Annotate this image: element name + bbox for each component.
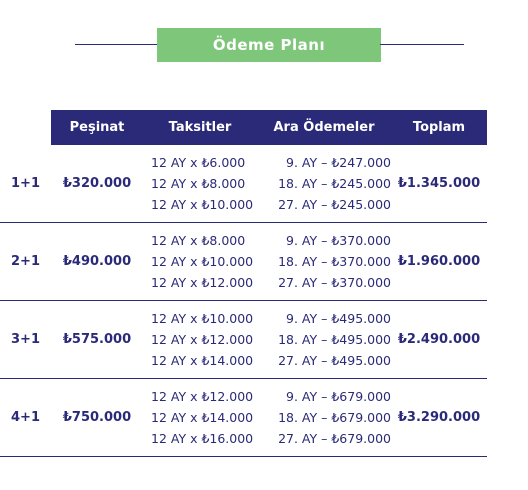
table-header (51, 110, 487, 145)
table-row (0, 145, 487, 223)
down-payment-value: ₺575.000 (62, 332, 132, 347)
plan-type: 1+1 (11, 176, 40, 191)
table-row (0, 301, 487, 379)
interim-payments-list (257, 301, 391, 378)
header-interim-payments: Ara Ödemeler (273, 120, 375, 135)
header-total: Toplam (412, 120, 466, 135)
plan-type: 4+1 (11, 410, 40, 425)
installments-list (151, 145, 261, 222)
installment-line: 12 AY x ₺10.000 (151, 196, 254, 212)
plan-type: 3+1 (11, 332, 40, 347)
table-row (0, 379, 487, 457)
plan-type: 2+1 (11, 254, 40, 269)
interim-payment-line: 9. AY – ₺370.000 (286, 232, 391, 248)
installments-list (151, 301, 261, 378)
header-down-payment: Peşinat (69, 120, 125, 135)
interim-payments-list (257, 379, 391, 456)
title-divider-right (380, 44, 464, 45)
table-row (0, 223, 487, 301)
title-divider-left (75, 44, 158, 45)
interim-payment-line: 27. AY – ₺679.000 (278, 430, 391, 446)
installment-line: 12 AY x ₺6.000 (151, 154, 246, 170)
installment-line: 12 AY x ₺12.000 (151, 274, 254, 290)
installment-line: 12 AY x ₺16.000 (151, 430, 254, 446)
interim-payment-line: 18. AY – ₺370.000 (278, 253, 391, 269)
interim-payment-line: 9. AY – ₺247.000 (286, 154, 391, 170)
down-payment-value: ₺490.000 (62, 254, 132, 269)
interim-payments-list (257, 223, 391, 300)
interim-payment-line: 27. AY – ₺245.000 (278, 196, 391, 212)
total-value: ₺3.290.000 (397, 410, 481, 425)
installment-line: 12 AY x ₺14.000 (151, 409, 254, 425)
down-payment-value: ₺750.000 (62, 410, 132, 425)
payment-plan-table (0, 110, 487, 457)
page-title: Ödeme Planı (157, 28, 381, 62)
installments-list (151, 223, 261, 300)
total-value: ₺1.960.000 (397, 254, 481, 269)
installments-list (151, 379, 261, 456)
down-payment-value: ₺320.000 (62, 176, 132, 191)
installment-line: 12 AY x ₺12.000 (151, 331, 254, 347)
interim-payment-line: 18. AY – ₺495.000 (278, 331, 391, 347)
header-installments: Taksitler (168, 120, 232, 135)
installment-line: 12 AY x ₺14.000 (151, 352, 254, 368)
installment-line: 12 AY x ₺8.000 (151, 232, 246, 248)
interim-payment-line: 18. AY – ₺679.000 (278, 409, 391, 425)
interim-payment-line: 27. AY – ₺370.000 (278, 274, 391, 290)
installment-line: 12 AY x ₺8.000 (151, 175, 246, 191)
interim-payment-line: 9. AY – ₺679.000 (286, 388, 391, 404)
total-value: ₺2.490.000 (397, 332, 481, 347)
interim-payment-line: 18. AY – ₺245.000 (278, 175, 391, 191)
interim-payments-list (257, 145, 391, 222)
installment-line: 12 AY x ₺12.000 (151, 388, 254, 404)
total-value: ₺1.345.000 (397, 176, 481, 191)
interim-payment-line: 9. AY – ₺495.000 (286, 310, 391, 326)
installment-line: 12 AY x ₺10.000 (151, 253, 254, 269)
interim-payment-line: 27. AY – ₺495.000 (278, 352, 391, 368)
installment-line: 12 AY x ₺10.000 (151, 310, 254, 326)
